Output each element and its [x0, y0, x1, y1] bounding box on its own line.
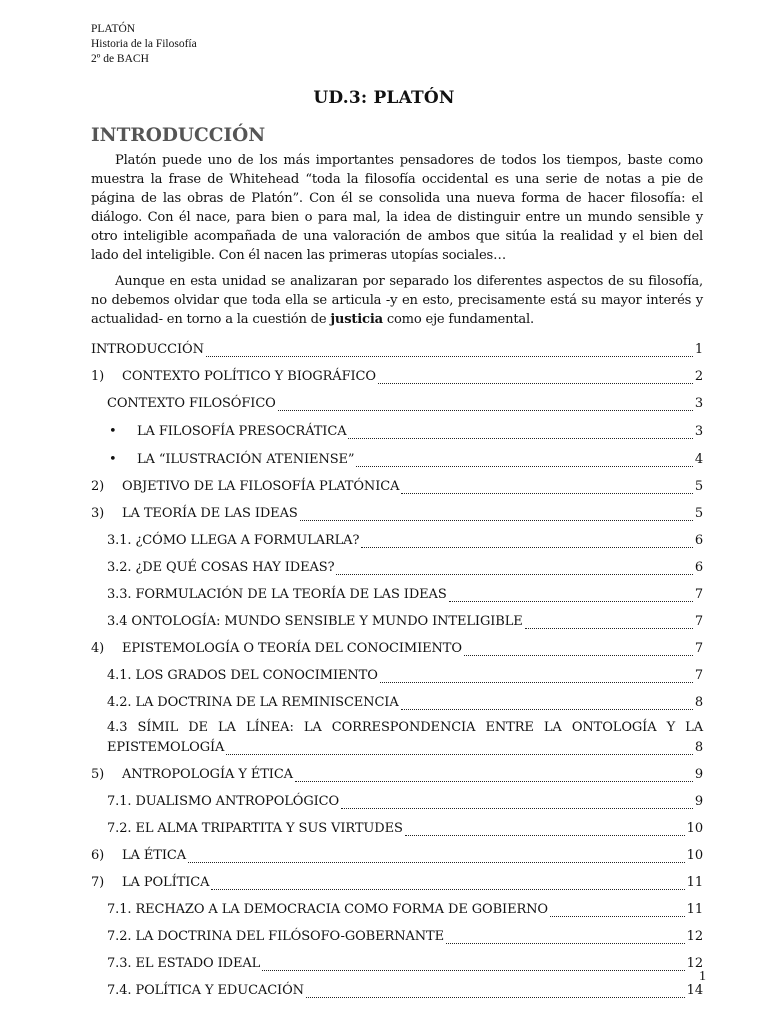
toc-entry-title: OBJETIVO DE LA FILOSOFÍA PLATÓNICA — [122, 479, 400, 494]
toc-dot-leader — [550, 903, 685, 917]
toc-entry-title: 7.3. EL ESTADO IDEAL — [107, 956, 261, 971]
bullet-icon: • — [109, 452, 117, 467]
toc-entry-page: 9 — [694, 767, 703, 782]
toc-entry[interactable] — [91, 764, 703, 784]
toc-entry-page: 6 — [694, 533, 703, 548]
toc-entry[interactable] — [91, 818, 703, 838]
toc-entry-label — [91, 423, 346, 441]
toc-entry-label — [107, 955, 260, 973]
toc-entry-page: 8 — [694, 740, 703, 755]
intro-heading: INTRODUCCIÓN — [91, 125, 266, 146]
toc-dot-leader — [341, 795, 693, 809]
toc-entry-label — [107, 982, 304, 1000]
toc-entry-title: LA POLÍTICA — [122, 875, 210, 890]
paragraph-2-text-end: como eje fundamental. — [382, 312, 534, 327]
toc-entry-title: 4.1. LOS GRADOS DEL CONOCIMIENTO — [107, 668, 378, 683]
toc-entry-label — [107, 559, 334, 577]
intro-paragraph-1: Platón puede uno de los más importantes pensadores de todos los tiempos, baste como muestra la frase de Whitehead “toda la filosofía occidental es una serie de notas a pie de página de las obras de Platón”. Con él se consolida una nueva forma de hacer filosofía: el diálogo. Con él nace, para bien o para mal, la idea de distinguir entre un mundo sensible y otro inteligible acompañada de una valoración de ambos que sitúa la realidad y el bien del lado del inteligible. Con él nacen las primeras utopías sociales… — [91, 153, 703, 263]
header-course: 2º de BACH — [91, 53, 149, 65]
toc-entry-number: 7) — [91, 875, 105, 890]
toc-entry-page: 10 — [686, 848, 703, 863]
toc-entry-title: 7.4. POLÍTICA Y EDUCACIÓN — [107, 983, 304, 998]
toc-dot-leader — [464, 642, 693, 656]
toc-dot-leader — [211, 876, 684, 890]
toc-entry-label — [107, 928, 444, 946]
toc-entry-label — [107, 694, 399, 712]
toc-dot-leader — [405, 822, 685, 836]
toc-dot-leader — [446, 930, 685, 944]
toc-entry[interactable] — [91, 845, 703, 865]
toc-entry-number: 4) — [91, 641, 105, 656]
toc-dot-leader — [295, 768, 693, 782]
header-subject: Historia de la Filosofía — [91, 38, 197, 50]
toc-dot-leader — [206, 343, 693, 357]
toc-entry[interactable] — [91, 980, 703, 1000]
toc-entry-title: LA FILOSOFÍA PRESOCRÁTICA — [137, 424, 347, 439]
page-header — [91, 22, 197, 67]
toc-entry-title: LA TEORÍA DE LAS IDEAS — [122, 506, 298, 521]
toc-entry[interactable] — [91, 638, 703, 658]
toc-entry-title: CONTEXTO FILOSÓFICO — [107, 396, 276, 411]
toc-entry-label — [91, 640, 462, 658]
toc-entry-label — [91, 766, 293, 784]
toc-entry-label — [107, 532, 359, 550]
toc-entry[interactable] — [91, 393, 703, 413]
toc-dot-leader — [401, 480, 692, 494]
toc-entry-title: 7.2. EL ALMA TRIPARTITA Y SUS VIRTUDES — [107, 821, 403, 836]
toc-entry-title: 7.1. DUALISMO ANTROPOLÓGICO — [107, 794, 340, 809]
toc-entry[interactable] — [91, 899, 703, 919]
toc-entry-number: 3) — [91, 506, 105, 521]
toc-entry-page: 11 — [686, 902, 703, 917]
toc-entry-title: LA “ILUSTRACIÓN ATENIENSE” — [137, 452, 355, 467]
toc-entry-label — [107, 613, 523, 631]
toc-entry-title: 3.3. FORMULACIÓN DE LA TEORÍA DE LAS IDEAS — [107, 587, 447, 602]
toc-entry-number: 1) — [91, 369, 105, 384]
toc-entry-label — [107, 901, 548, 919]
toc-dot-leader — [188, 849, 685, 863]
toc-entry-label — [91, 341, 204, 359]
toc-entry-number: 2) — [91, 479, 105, 494]
toc-entry[interactable] — [91, 530, 703, 550]
toc-entry-page: 3 — [694, 396, 703, 411]
toc-entry[interactable] — [91, 791, 703, 811]
toc-dot-leader — [262, 957, 684, 971]
toc-entry-page: 7 — [694, 614, 703, 629]
toc-entry-page: 3 — [694, 424, 703, 439]
toc-dot-leader — [361, 534, 692, 548]
toc-entry-label — [91, 847, 186, 865]
toc-entry[interactable] — [91, 449, 703, 469]
toc-entry-page: 7 — [694, 668, 703, 683]
toc-entry-page: 2 — [694, 369, 703, 384]
toc-entry[interactable] — [91, 953, 703, 973]
toc-dot-leader — [401, 696, 693, 710]
toc-entry-label — [107, 820, 403, 838]
toc-entry-page: 12 — [686, 929, 703, 944]
toc-entry-label — [91, 368, 376, 386]
toc-entry-title: ANTROPOLOGÍA Y ÉTICA — [122, 767, 293, 782]
toc-dot-leader — [226, 741, 693, 755]
toc-entry[interactable] — [91, 665, 703, 685]
toc-entry[interactable] — [91, 476, 703, 496]
toc-entry-label — [107, 739, 224, 757]
toc-entry-page: 4 — [694, 452, 703, 467]
toc-entry-label — [107, 793, 339, 811]
toc-entry[interactable] — [91, 719, 703, 757]
toc-entry-title: 4.2. LA DOCTRINA DE LA REMINISCENCIA — [107, 695, 399, 710]
toc-dot-leader — [525, 615, 693, 629]
toc-entry[interactable] — [91, 584, 703, 604]
toc-entry-title: 3.4 ONTOLOGÍA: MUNDO SENSIBLE Y MUNDO INTELIGIBLE — [107, 614, 523, 629]
page-number: 1 — [699, 969, 706, 984]
toc-entry-label — [107, 395, 276, 413]
toc-entry-label — [107, 667, 378, 685]
toc-entry[interactable] — [91, 503, 703, 523]
paragraph-2-emphasis: justicia — [330, 312, 383, 327]
intro-paragraph-2 — [91, 272, 703, 329]
toc-entry-page: 14 — [686, 983, 703, 998]
toc-entry[interactable] — [91, 557, 703, 577]
toc-dot-leader — [380, 669, 693, 683]
toc-entry-title: 7.1. RECHAZO A LA DEMOCRACIA COMO FORMA DE GOBIERNO — [107, 902, 548, 917]
toc-entry[interactable] — [91, 872, 703, 892]
toc-entry-label — [107, 586, 447, 604]
toc-entry-page: 1 — [694, 342, 703, 357]
paragraph-2-text: Aunque en esta unidad se analizaran por separado los diferentes aspectos de su filosofía, no debemos olvidar que toda ella se articula -y en esto, precisamente está su mayor interés y actualidad- en torno a la cuestión de — [91, 274, 703, 327]
toc-entry[interactable] — [91, 421, 703, 441]
toc-dot-leader — [378, 370, 693, 384]
toc-dot-leader — [306, 984, 685, 998]
toc-entry-title: 3.2. ¿DE QUÉ COSAS HAY IDEAS? — [107, 560, 335, 575]
toc-dot-leader — [336, 561, 692, 575]
toc-entry[interactable] — [91, 366, 703, 386]
toc-entry-page: 9 — [694, 794, 703, 809]
toc-entry-page: 5 — [694, 479, 703, 494]
toc-entry-page: 7 — [694, 641, 703, 656]
toc-entry-page: 10 — [686, 821, 703, 836]
toc-entry-page: 5 — [694, 506, 703, 521]
toc-dot-leader — [278, 397, 693, 411]
toc-entry-title: INTRODUCCIÓN — [91, 342, 204, 357]
toc-entry-title: CONTEXTO POLÍTICO Y BIOGRÁFICO — [122, 369, 376, 384]
document-title: UD.3: PLATÓN — [313, 88, 455, 108]
toc-dot-leader — [356, 453, 692, 467]
toc-entry-title: 3.1. ¿CÓMO LLEGA A FORMULARLA? — [107, 533, 360, 548]
toc-entry-title: EPISTEMOLOGÍA O TEORÍA DEL CONOCIMIENTO — [122, 641, 462, 656]
toc-entry-page: 6 — [694, 560, 703, 575]
toc-entry-label — [91, 505, 298, 523]
toc-entry-page: 8 — [694, 695, 703, 710]
toc-dot-leader — [300, 507, 693, 521]
toc-entry[interactable] — [91, 339, 703, 359]
header-author: PLATÓN — [91, 23, 136, 35]
toc-entry[interactable] — [91, 611, 703, 631]
toc-entry-label-line1: 4.3 SÍMIL DE LA LÍNEA: LA CORRESPONDENCIA ENTRE LA ONTOLOGÍA Y LA — [107, 720, 703, 735]
toc-entry-label — [91, 451, 354, 469]
toc-entry-label — [91, 478, 399, 496]
toc-entry-number: 6) — [91, 848, 105, 863]
toc-dot-leader — [348, 425, 692, 439]
toc-entry[interactable] — [91, 692, 703, 712]
bullet-icon: • — [109, 424, 117, 439]
table-of-contents — [91, 339, 703, 1000]
toc-entry-page: 11 — [686, 875, 703, 890]
toc-entry-page: 7 — [694, 587, 703, 602]
toc-entry[interactable] — [91, 926, 703, 946]
toc-entry-title: EPISTEMOLOGÍA — [107, 740, 225, 755]
toc-dot-leader — [449, 588, 693, 602]
toc-entry-title: 7.2. LA DOCTRINA DEL FILÓSOFO-GOBERNANTE — [107, 929, 445, 944]
toc-entry-label — [91, 874, 209, 892]
toc-entry-number: 5) — [91, 767, 105, 782]
toc-entry-page: 12 — [686, 956, 703, 971]
toc-entry-title: LA ÉTICA — [122, 848, 186, 863]
